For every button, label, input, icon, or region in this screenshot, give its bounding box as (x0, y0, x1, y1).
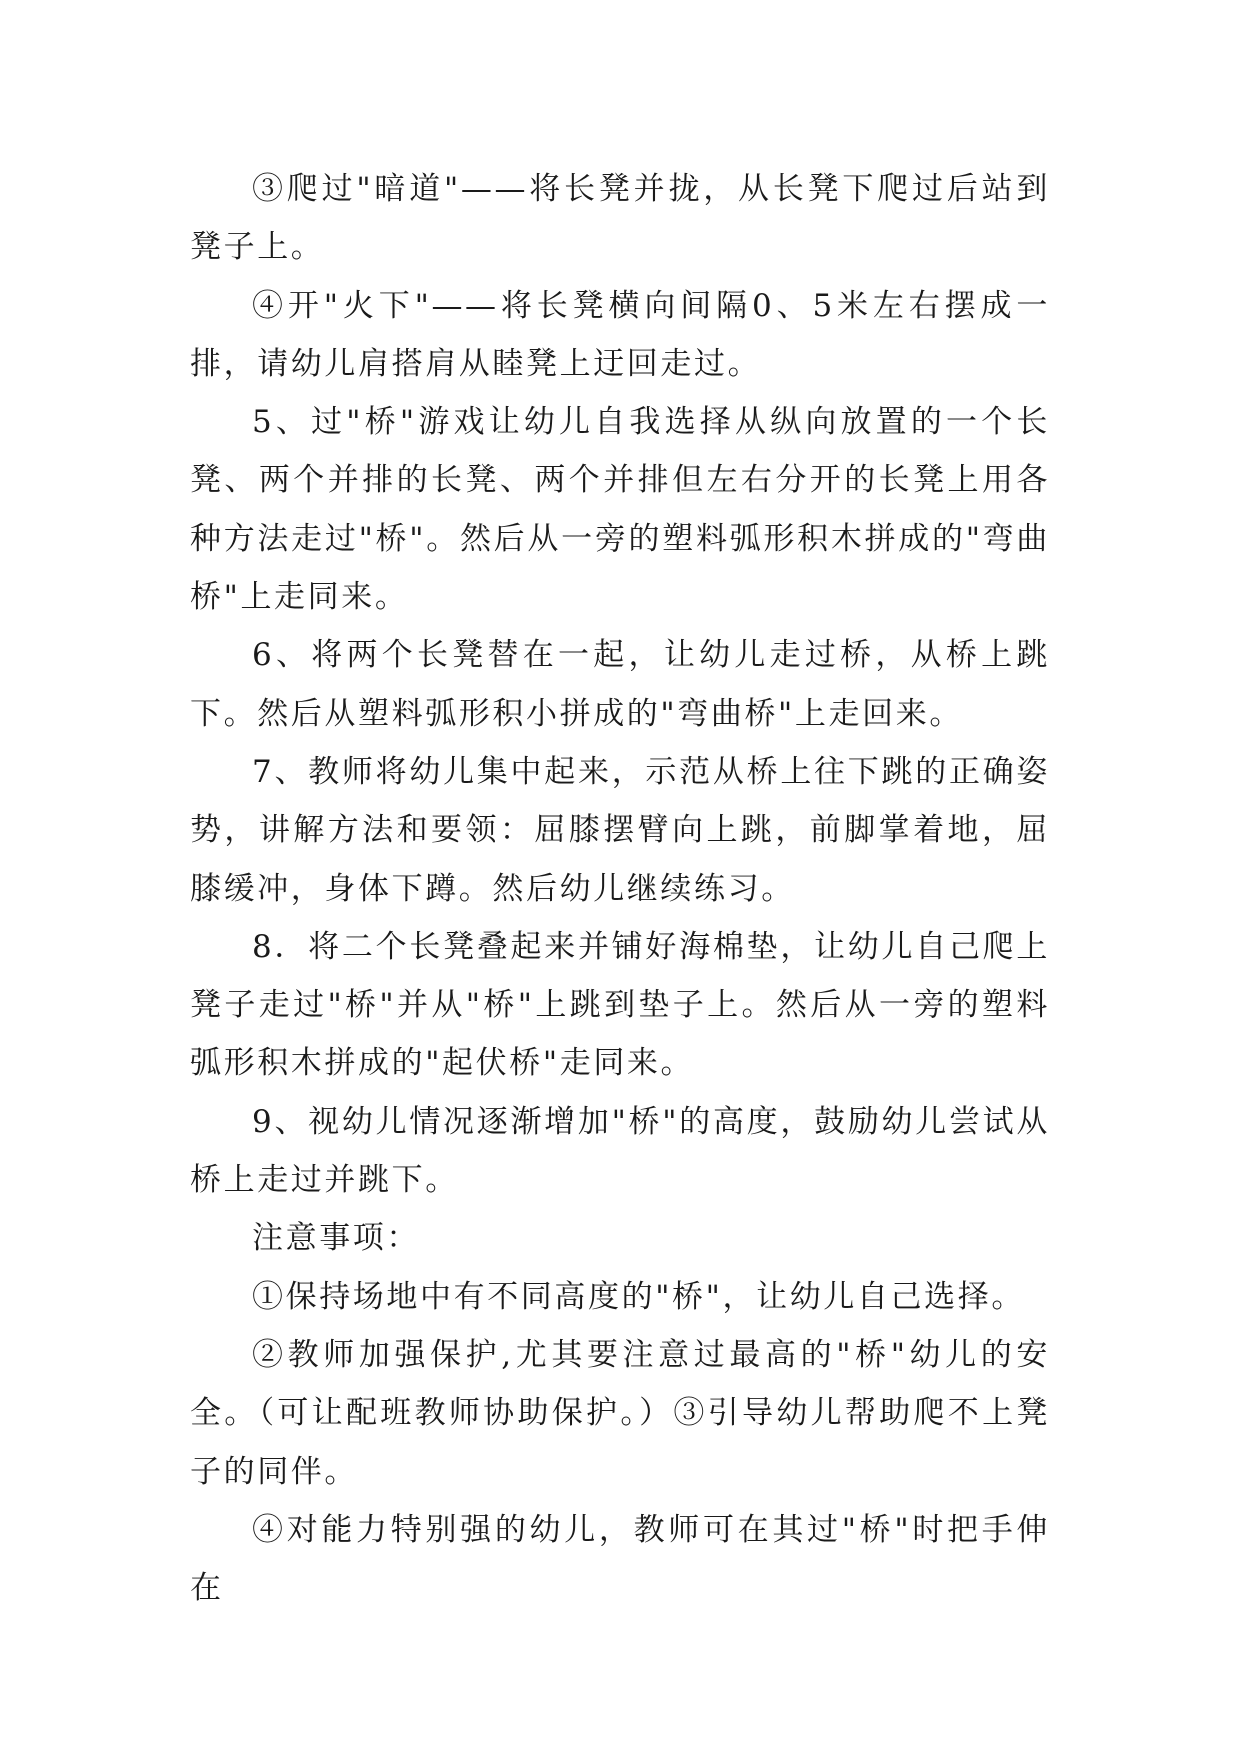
paragraph-train: ④开"火下"——将长凳横向间隔0、5米左右摆成一排，请幼儿肩搭肩从睦凳上迂回走过。 (190, 287, 1050, 382)
paragraph-step-9: 9、视幼儿情况逐渐增加"桥"的高度，鼓励幼儿尝试从桥上走过并跳下。 (190, 1103, 1050, 1199)
paragraph-crawl-tunnel: ③爬过"暗道"——将长凳并拢，从长凳下爬过后站到凳子上。 (190, 171, 1050, 266)
document-body (190, 160, 1050, 1617)
paragraph-step-7: 7、教师将幼儿集中起来，示范从桥上往下跳的正确姿势，讲解方法和要领：屈膝摆臂向上跳，前脚掌着地，屈膝缓冲，身体下蹲。然后幼儿继续练习。 (190, 753, 1050, 907)
note-item-1: ①保持场地中有不同高度的"桥"，让幼儿自己选择。 (252, 1278, 1025, 1315)
paragraph-step-6: 6、将两个长凳替在一起，让幼儿走过桥，从桥上跳下。然后从塑料弧形积小拼成的"弯曲桥"上走回来。 (190, 637, 1050, 732)
note-item-2-3: ②教师加强保护,尤其要注意过最高的"桥"幼儿的安全。（可让配班教师协助保护。）③引导幼儿帮助爬不上凳子的同伴。 (190, 1336, 1050, 1490)
note-item-4: ④对能力特别强的幼儿，教师可在其过"桥"时把手伸在 (190, 1511, 1050, 1607)
paragraph-step-5: 5、过"桥"游戏让幼儿自我选择从纵向放置的一个长凳、两个并排的长凳、两个并排但左右分开的长凳上用各种方法走过"桥"。然后从一旁的塑料弧形积木拼成的"弯曲桥"上走同来。 (190, 404, 1050, 616)
paragraph-step-8: 8．将二个长凳叠起来并铺好海棉垫，让幼儿自己爬上凳子走过"桥"并从"桥"上跳到垫子上。然后从一旁的塑料弧形积木拼成的"起伏桥"走同来。 (190, 928, 1050, 1082)
notes-heading: 注意事项： (252, 1220, 420, 1257)
